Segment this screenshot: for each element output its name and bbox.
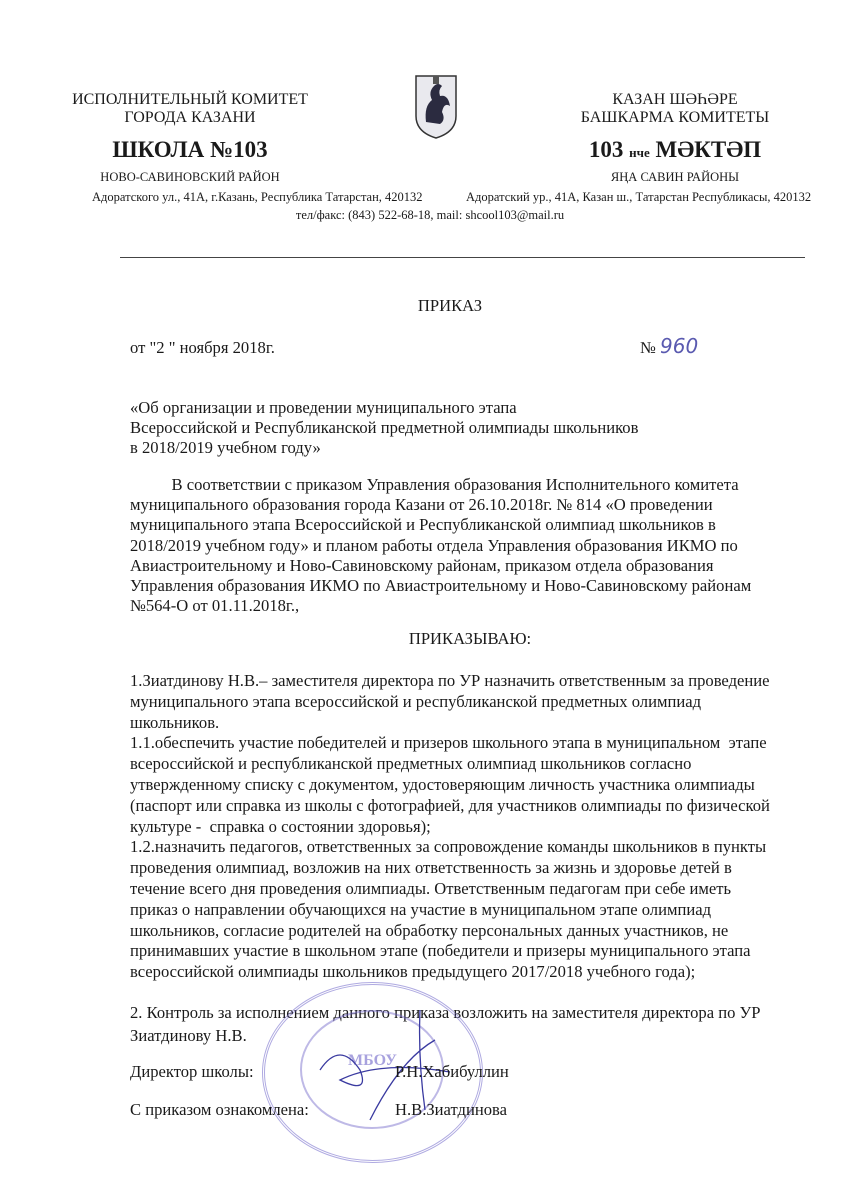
order-date: от "2 " ноября 2018г. xyxy=(130,338,275,357)
command-heading: ПРИКАЗЫВАЮ: xyxy=(408,629,532,648)
items-line: принимавших участие в школьном этапе (победители и призеры муниципального этапа xyxy=(130,941,751,961)
address-ru: Адоратского ул., 41А, г.Казань, Республика Татарстан, 420132 xyxy=(92,190,423,204)
org-name-ru xyxy=(60,91,320,127)
address-tt: Адоратский ур., 41А, Казан ш., Татарстан Республикасы, 420132 xyxy=(466,190,812,204)
preamble-line: Авиастроительному и Ново-Савиновскому районам, приказом отдела образования xyxy=(130,555,714,575)
school-suffix: нче xyxy=(629,145,650,160)
director-label: Директор школы: xyxy=(130,1062,254,1081)
preamble-line: муниципального этапа Всероссийской и Республиканской олимпиад школьников в xyxy=(130,515,716,535)
items-line: приказ о направлении обучающихся на участие в муниципальном этапе олимпиад xyxy=(130,899,712,919)
school-name-tt xyxy=(560,137,790,163)
kazan-coat-of-arms-icon xyxy=(414,72,458,140)
number-label: № xyxy=(640,338,656,357)
subject-line: «Об организации и проведении муниципального этапа xyxy=(130,398,517,417)
preamble-line: В соответствии с приказом Управления образования Исполнительного комитета xyxy=(130,475,739,494)
items-line: 1.1.обеспечить участие победителей и призеров школьного этапа в муниципальном этапе xyxy=(130,733,767,753)
items-line: (паспорт или справка из школы с фотографией, для участников олимпиады по физической xyxy=(130,795,770,815)
items-line: утвержденному списку с документом, удостоверяющим личность участника олимпиады xyxy=(130,775,755,794)
items-line: течение всего дня проведения олимпиады. Ответственным педагогам при себе иметь xyxy=(130,879,732,898)
school-name-ru: ШКОЛА №103 xyxy=(112,137,268,162)
header-divider xyxy=(120,257,805,258)
document-title: ПРИКАЗ xyxy=(417,296,483,315)
stamp-text: МБОУ xyxy=(348,1052,397,1069)
items-line: муниципального этапа всероссийской и республиканской предметных олимпиад xyxy=(130,691,702,711)
contacts: тел/факс: (843) 522-68-18, mail: shcool103@mail.ru xyxy=(295,208,565,222)
items-line: школьников. xyxy=(130,712,220,732)
org-line-1: КАЗАН ШӘҺӘРЕ xyxy=(612,91,738,108)
org-line-2: ГОРОДА КАЗАНИ xyxy=(124,109,256,126)
control-line: 2. Контроль за исполнением данного приказа возложить на заместителя директора по УР xyxy=(130,1003,761,1022)
items-line: школьников, согласие родителей на обработку персональных данных участников, не xyxy=(130,920,729,940)
items-line: проведения олимпиад, возложив на них ответственность за жизнь и здоровье детей в xyxy=(130,858,732,878)
subject-line: Всероссийской и Республиканской предметной олимпиады школьников xyxy=(130,418,639,437)
preamble-line: №564-О от 01.11.2018г., xyxy=(130,596,300,616)
preamble-line: 2018/2019 учебном году» и планом работы отдела Управления образования ИКМО по xyxy=(130,535,738,555)
org-line-1: ИСПОЛНИТЕЛЬНЫЙ КОМИТЕТ xyxy=(72,91,308,108)
order-number xyxy=(640,334,698,358)
items-line: 1.Зиатдинову Н.В.– заместителя директора по УР назначить ответственным за проведение xyxy=(130,671,770,690)
control-line: Зиатдинову Н.В. xyxy=(130,1026,247,1045)
items-line: культуре - справка о состоянии здоровья); xyxy=(130,816,431,836)
school-word: МӘКТӘП xyxy=(655,137,762,162)
acknowledgement-name: Н.В.Зиатдинова xyxy=(395,1100,507,1119)
acknowledgement-label: С приказом ознакомлена: xyxy=(130,1100,309,1119)
handwritten-number: 960 xyxy=(660,334,699,358)
district-ru: НОВО-САВИНОВСКИЙ РАЙОН xyxy=(100,170,280,184)
org-name-tt xyxy=(560,91,790,127)
director-name: Р.Н.Хабибуллин xyxy=(395,1062,509,1081)
preamble-line: Управления образования ИКМО по Авиастроительному и Ново-Савиновскому районам xyxy=(130,576,752,595)
items-line: 1.2.назначить педагогов, ответственных за сопровождение команды школьников в пункты xyxy=(130,837,767,857)
items-line: всероссийской олимпиады школьников предыдущего 2017/2018 учебного года); xyxy=(130,962,696,982)
org-line-2: БАШКАРМА КОМИТЕТЫ xyxy=(580,109,770,126)
district-tt: ЯҢА САВИН РАЙОНЫ xyxy=(610,170,740,184)
school-number: 103 xyxy=(588,137,624,162)
preamble-line: муниципального образования города Казани от 26.10.2018г. № 814 «О проведении xyxy=(130,495,713,515)
subject-line: в 2018/2019 учебном году» xyxy=(130,438,321,457)
items-line: всероссийской и республиканской предметных олимпиад школьников согласно xyxy=(130,754,692,774)
